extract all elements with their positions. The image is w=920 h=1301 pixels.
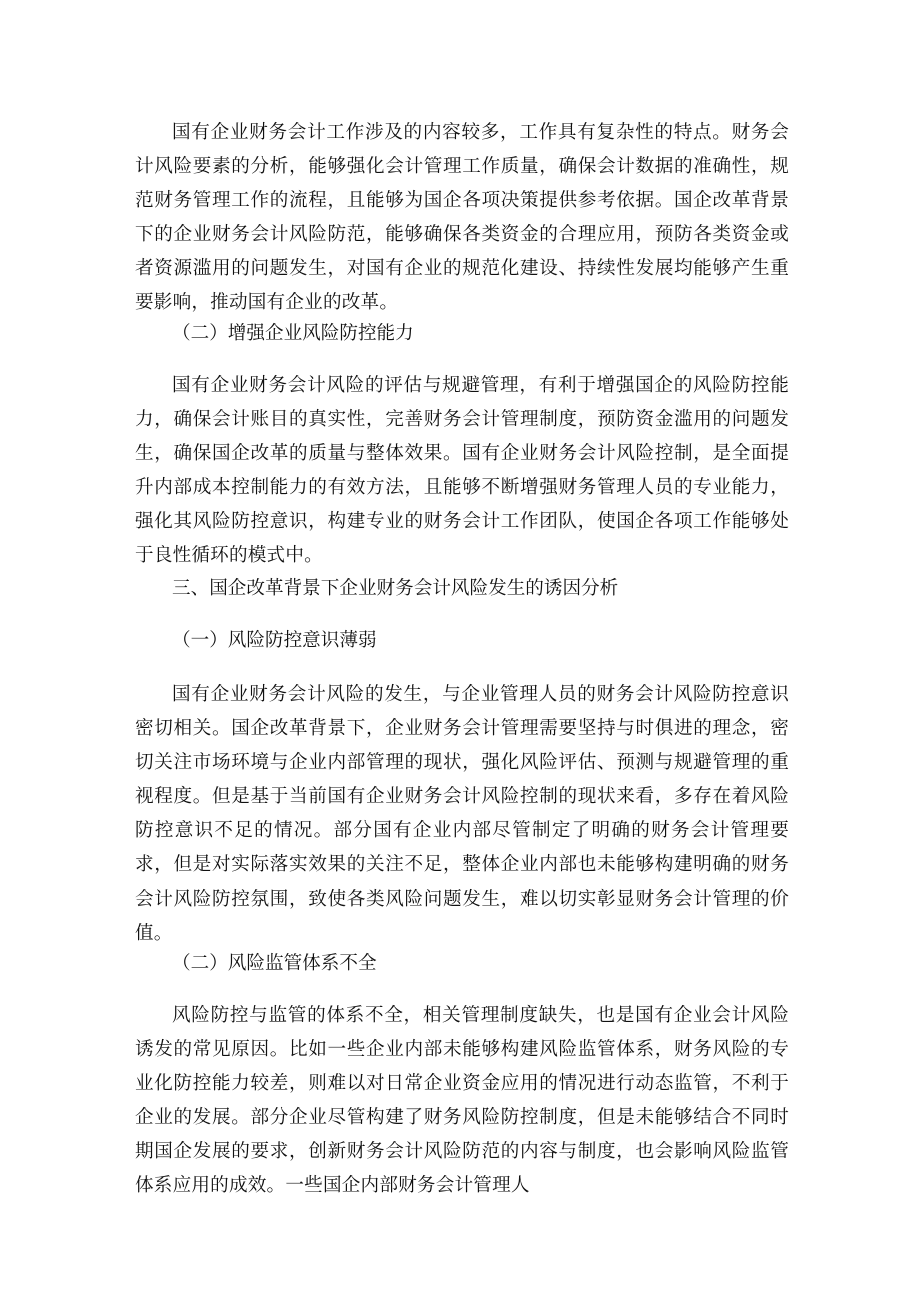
section-heading-3: 三、国企改革背景下企业财务会计风险发生的诱因分析 <box>172 578 619 599</box>
paragraph-1: 国有企业财务会计工作涉及的内容较多，工作具有复杂性的特点。财务会计风险要素的分析，能够强化会计管理工作质量，确保会计数据的准确性，规范财务管理工作的流程，且能够为国企各项决策提供参考依据。国企改革背景下的企业财务会计风险防范，能够确保各类资金的合理应用，预防各类资金或者资源滥用的问题发生，对国有企业的规范化建设、持续性发展均能够产生重要影响，推动国有企业的改革。 <box>135 122 789 314</box>
paragraph-3: 国有企业财务会计风险的发生，与企业管理人员的财务会计风险防控意识密切相关。国企改革背景下，企业财务会计管理需要坚持与时俱进的理念，密切关注市场环境与企业内部管理的现状，强化风险评估、预测与规避管理的重视程度。但是基于当前国有企业财务会计风险控制的现状来看，多存在着风险防控意识不足的情况。部分国有企业内部尽管制定了明确的财务会计管理要求，但是对实际落实效果的关注不足，整体企业内部也未能够构建明确的财务会计风险防控氛围，致使各类风险问题发生，难以切实彰显财务会计管理的价值。 <box>135 684 789 944</box>
subheading-incomplete-supervision: （二）风险监管体系不全 <box>172 953 377 974</box>
paragraph-4: 风险防控与监管的体系不全，相关管理制度缺失，也是国有企业会计风险诱发的常见原因。比如一些企业内部未能够构建风险监管体系，财务风险的专业化防控能力较差，则难以对日常企业资金应用的情况进行动态监管，不利于企业的发展。部分企业尽管构建了财务风险防控制度，但是未能够结合不同时期国企发展的要求，创新财务会计风险防范的内容与制度，也会影响风险监管体系应用的成效。一些国企内部财务会计管理人 <box>135 1005 789 1197</box>
subheading-weak-awareness: （一）风险防控意识薄弱 <box>172 630 377 651</box>
subheading-strengthen-risk-control: （二）增强企业风险防控能力 <box>172 323 414 344</box>
paragraph-2: 国有企业财务会计风险的评估与规避管理，有利于增强国企的风险防控能力，确保会计账目的真实性，完善财务会计管理制度，预防资金滥用的问题发生，确保国企改革的质量与整体效果。国有企业财务会计风险控制，是全面提升内部成本控制能力的有效方法，且能够不断增强财务管理人员的专业能力，强化其风险防控意识，构建专业的财务会计工作团队，使国企各项工作能够处于良性循环的模式中。 <box>135 375 789 567</box>
